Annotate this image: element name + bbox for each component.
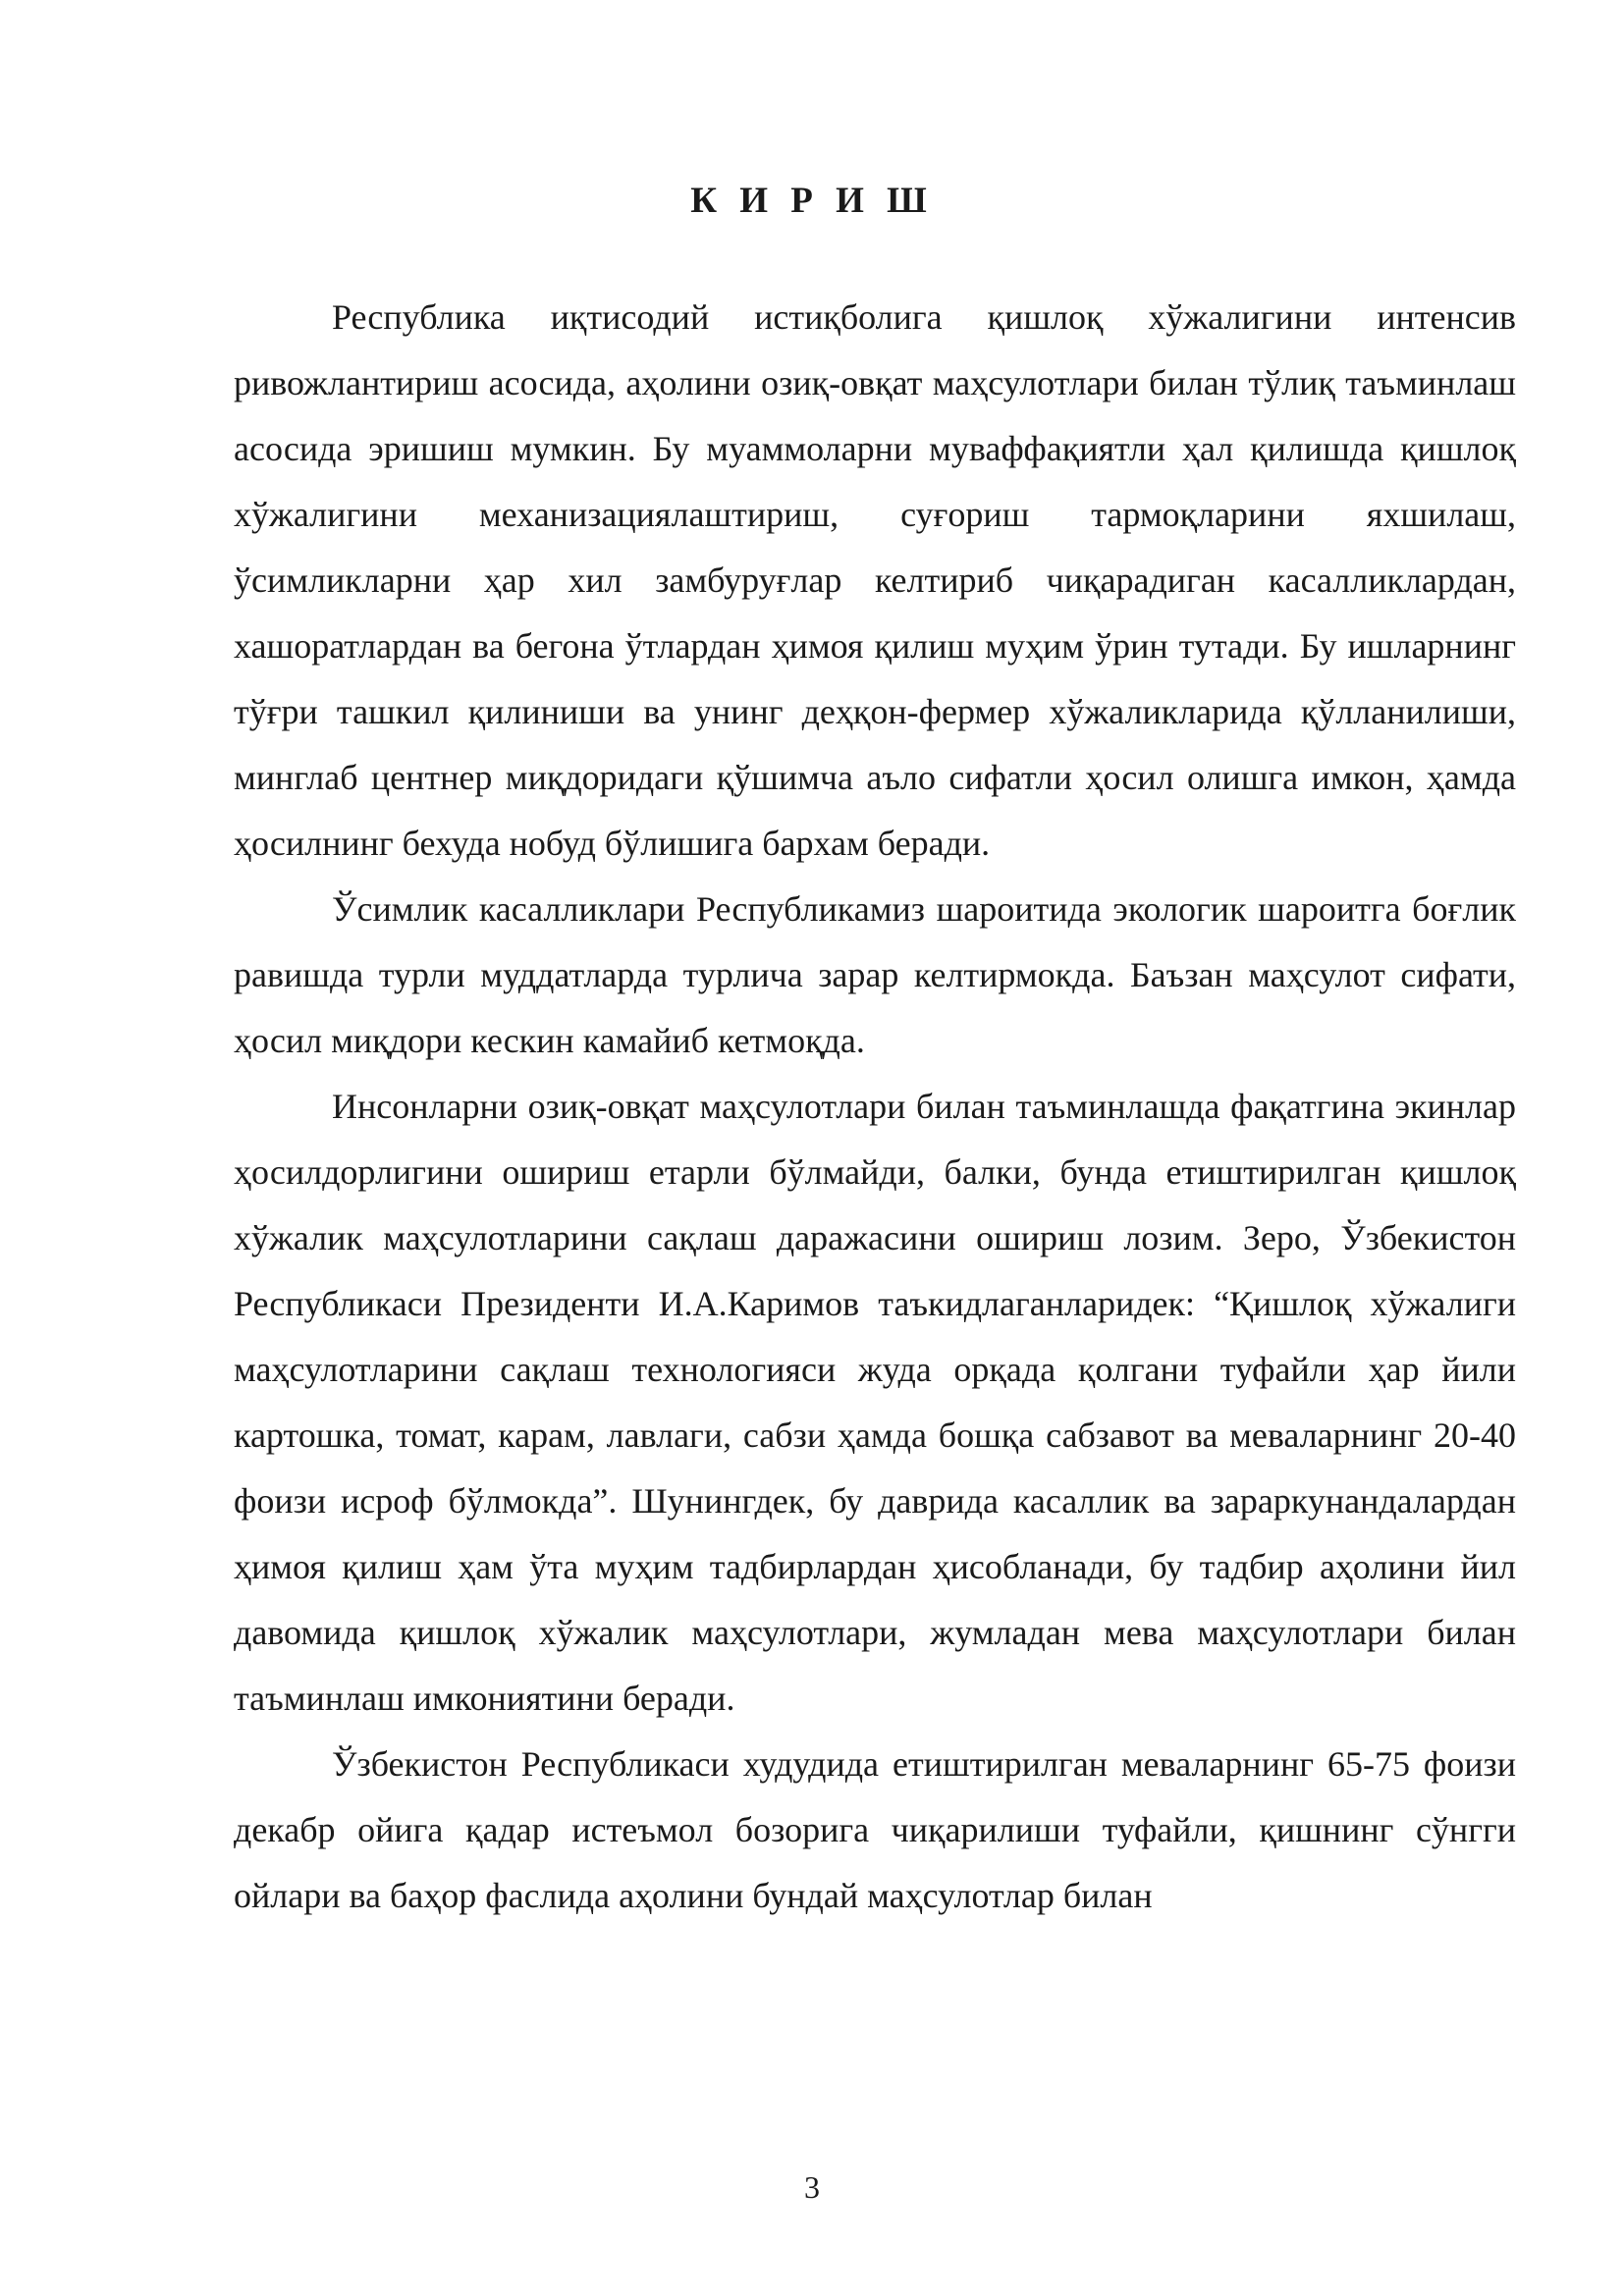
paragraph-3: Инсонларни озиқ-овқат маҳсулотлари билан таъминлашда фақатгина экинлар ҳосилдорлигини ошириш етарли бўлмайди, балки, бунда етиштирилган қишлоқ хўжалик маҳсулотларини сақлаш даражасини ошириш лозим. Зеро, Ўзбекистон Республикаси Президенти И.А.Каримов таъкидлаганларидек: “Қишлоқ хўжалиги маҳсулотларини сақлаш технологияси жуда орқада қолгани туфайли ҳар йили картошка, томат, карам, лавлаги, сабзи ҳамда бошқа сабзавот ва меваларнинг 20-40 фоизи исроф бўлмокда”. Шунингдек, бу даврида касаллик ва зараркунандалардан ҳимоя қилиш ҳам ўта муҳим тадбирлардан ҳисобланади, бу тадбир аҳолини йил давомида қишлоқ хўжалик маҳсулотлари, жумладан мева маҳсулотлари билан таъминлаш имкониятини беради. [234, 1087, 1516, 1718]
body-text [234, 285, 1516, 1929]
paragraph-4: Ўзбекистон Республикаси худудида етиштирилган меваларнинг 65-75 фоизи декабр ойига қадар истеъмол бозорига чиқарилиши туфайли, қишнинг сўнгги ойлари ва баҳор фаслида аҳолини бундай маҳсулотлар билан [234, 1744, 1516, 1915]
paragraph-2: Ўсимлик касалликлари Республикамиз шароитида экологик шароитга боғлик равишда турли муддатларда турлича зарар келтирмокда. Баъзан маҳсулот сифати, ҳосил миқдори кескин камайиб кетмоқда. [234, 889, 1516, 1060]
page-number: 3 [804, 2169, 820, 2205]
page-title: К И Р И Ш [690, 180, 934, 221]
paragraph-1: Республика иқтисодий истиқболига қишлоқ хўжалигини интенсив ривожлантириш асосида, аҳолини озиқ-овқат маҳсулотлари билан тўлиқ таъминлаш асосида эришиш мумкин. Бу муаммоларни муваффақиятли ҳал қилишда қишлоқ хўжалигини механизациялаштириш, суғориш тармоқларини яхшилаш, ўсимликларни ҳар хил замбуруғлар келтириб чиқарадиган касалликлардан, хашоратлардан ва бегона ўтлардан ҳимоя қилиш муҳим ўрин тутади. Бу ишларнинг тўғри ташкил қилиниши ва унинг деҳқон-фермер хўжаликларида қўлланилиши, минглаб центнер миқдоридаги қўшимча аъло сифатли ҳосил олишга имкон, ҳамда ҳосилнинг бехуда нобуд бўлишига бархам беради. [234, 297, 1516, 863]
